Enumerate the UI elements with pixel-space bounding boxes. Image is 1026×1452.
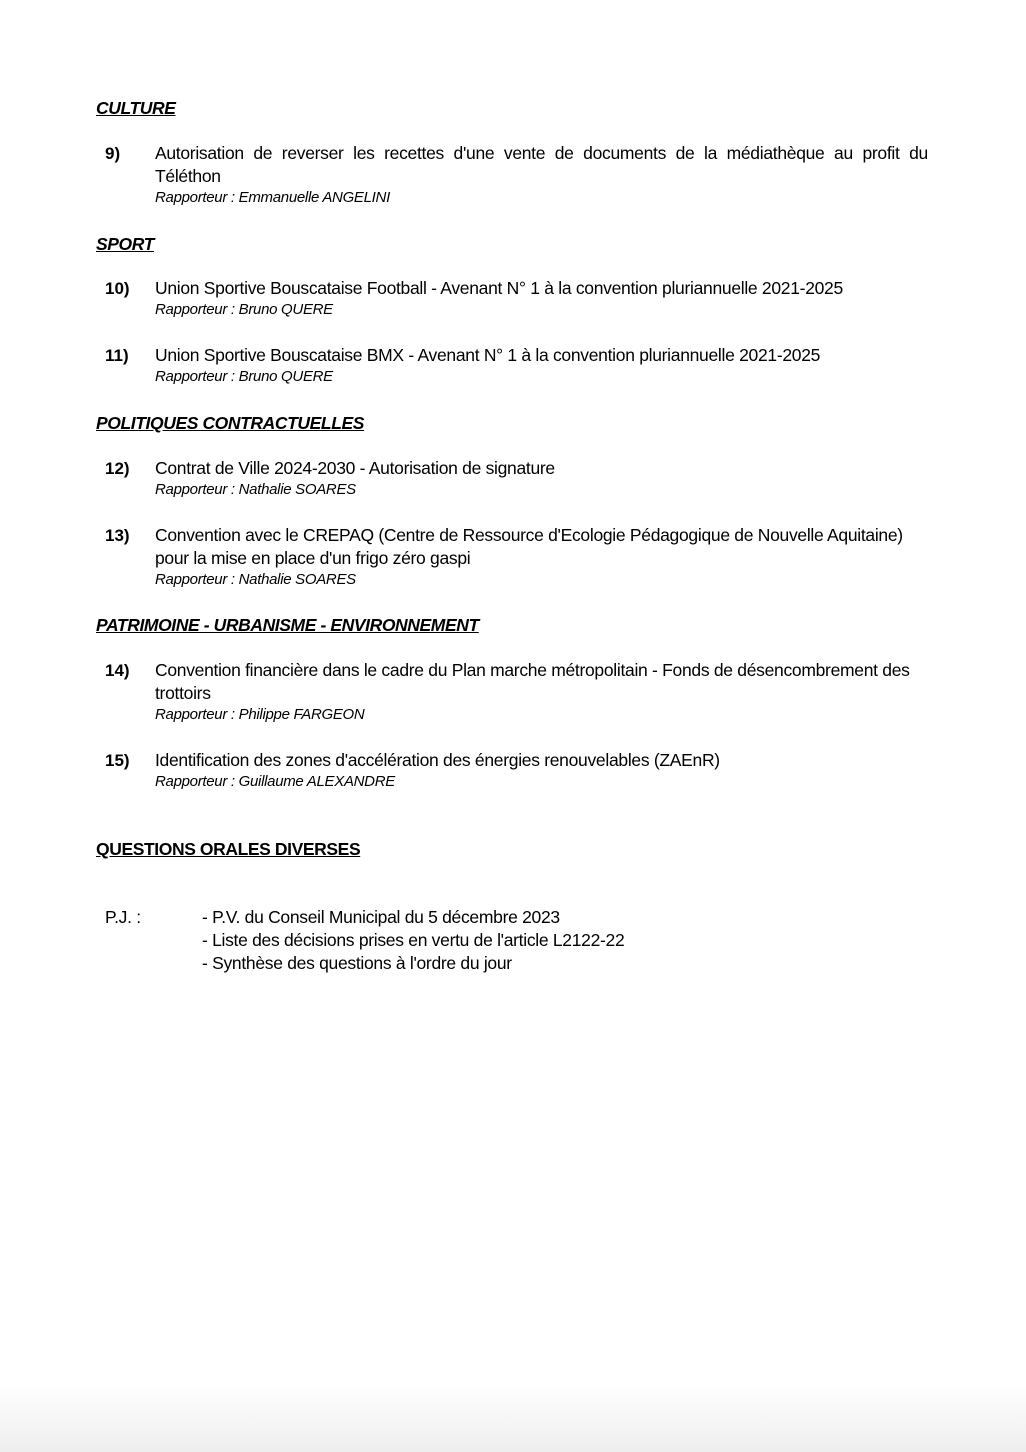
item-title: Identification des zones d'accélération des énergies renouvelables (ZAEnR) [155, 750, 720, 770]
agenda-item-13 [96, 524, 928, 590]
attachments-block [96, 906, 928, 978]
attachments-list [202, 906, 624, 975]
section-heading-politiques-contractuelles: POLITIQUES CONTRACTUELLES [96, 413, 365, 433]
section-heading-sport: SPORT [96, 234, 154, 254]
item-number: 9) [105, 144, 121, 163]
section-heading-culture: CULTURE [96, 98, 176, 118]
item-rapporteur: Rapporteur : Philippe FARGEON [155, 706, 365, 723]
item-title: Convention financière dans le cadre du Plan marche métropolitain - Fonds de désencombrement des trottoirs [155, 660, 910, 703]
agenda-item-11 [96, 344, 928, 387]
agenda-item-9 [96, 142, 928, 208]
agenda-item-12 [96, 457, 928, 500]
page-bottom-shadow [0, 1382, 1026, 1452]
item-number: 14) [105, 661, 130, 680]
item-number: 15) [105, 751, 130, 770]
agenda-content [96, 96, 928, 978]
section-heading-questions-orales-diverses: QUESTIONS ORALES DIVERSES [96, 839, 361, 859]
item-number: 10) [105, 279, 130, 298]
item-rapporteur: Rapporteur : Emmanuelle ANGELINI [155, 189, 390, 206]
attachments-label: P.J. : [105, 907, 141, 927]
item-number: 11) [105, 346, 129, 365]
item-rapporteur: Rapporteur : Bruno QUERE [155, 368, 333, 385]
attachment-item: - Liste des décisions prises en vertu de l'article L2122-22 [202, 930, 625, 950]
item-rapporteur: Rapporteur : Bruno QUERE [155, 301, 333, 318]
section-heading-patrimoine-urbanisme-environnement: PATRIMOINE - URBANISME - ENVIRONNEMENT [96, 615, 479, 635]
item-rapporteur: Rapporteur : Nathalie SOARES [155, 571, 356, 588]
attachment-item: - P.V. du Conseil Municipal du 5 décembre 2023 [202, 907, 560, 927]
item-title: Contrat de Ville 2024-2030 - Autorisation de signature [155, 458, 555, 478]
item-title: Union Sportive Bouscataise Football - Avenant N° 1 à la convention pluriannuelle 2021-2025 [155, 278, 843, 298]
item-title: Autorisation de reverser les recettes d'une vente de documents de la médiathèque au profit du Téléthon [155, 143, 928, 186]
attachment-item: - Synthèse des questions à l'ordre du jour [202, 953, 512, 973]
agenda-item-14 [96, 659, 928, 725]
item-rapporteur: Rapporteur : Guillaume ALEXANDRE [155, 773, 395, 790]
agenda-item-10 [96, 277, 928, 320]
agenda-item-15 [96, 749, 928, 792]
item-number: 13) [105, 526, 130, 545]
item-number: 12) [105, 459, 130, 478]
item-title: Union Sportive Bouscataise BMX - Avenant N° 1 à la convention pluriannuelle 2021-2025 [155, 345, 821, 365]
item-rapporteur: Rapporteur : Nathalie SOARES [155, 481, 356, 498]
item-title: Convention avec le CREPAQ (Centre de Ressource d'Ecologie Pédagogique de Nouvelle Aquitaine) pour la mise en place d'un frigo zéro gaspi [155, 525, 903, 568]
